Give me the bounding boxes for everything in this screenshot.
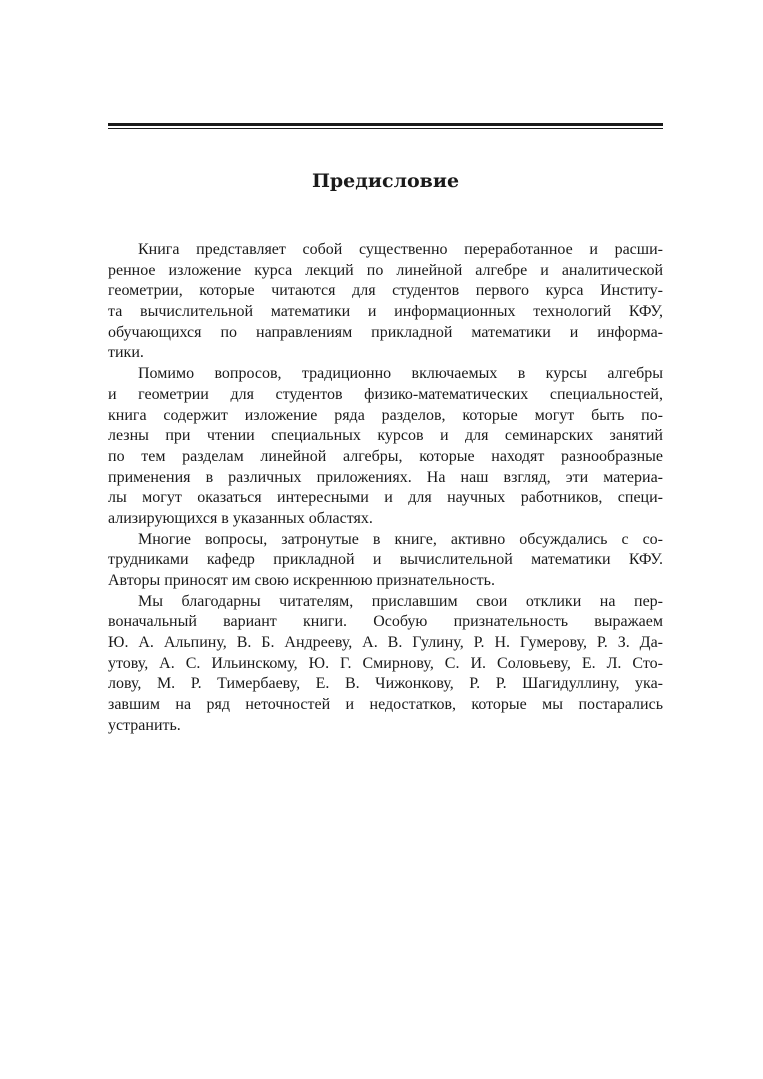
header-rule-thin xyxy=(108,128,663,129)
text-line: трудниками кафедр прикладной и вычислительной математики КФУ. xyxy=(108,551,663,569)
text-line: обучающихся по направлениям прикладной математики и информа- xyxy=(108,323,663,341)
page-title: Предисловие xyxy=(311,170,460,192)
text-line: геометрии, которые читаются для студентов первого курса Институ- xyxy=(108,282,663,300)
text-line: Ю. А. Альпину, В. Б. Андрееву, А. В. Гулину, Р. Н. Гумерову, Р. З. Да- xyxy=(108,634,663,652)
text-line: по тем разделам линейной алгебры, которые находят разнообразные xyxy=(108,447,663,465)
text-line: Помимо вопросов, традиционно включаемых в курсы алгебры xyxy=(138,365,663,383)
text-line: ализирующихся в указанных областях. xyxy=(108,509,373,527)
paragraph xyxy=(108,530,663,592)
text-line: лы могут оказаться интересными и для научных работников, специ- xyxy=(108,489,663,507)
text-line: Мы благодарны читателям, приславшим свои отклики на пер- xyxy=(138,592,663,610)
preface-body xyxy=(108,240,663,737)
paragraph xyxy=(108,364,663,530)
paragraph xyxy=(108,592,663,737)
text-line: утову, А. С. Ильинскому, Ю. Г. Смирнову, С. И. Соловьеву, Е. Л. Сто- xyxy=(108,654,663,672)
text-line: завшим на ряд неточностей и недостатков, которые мы постарались xyxy=(108,696,663,714)
paragraph xyxy=(108,240,663,364)
text-line: устранить. xyxy=(108,716,181,734)
text-line: та вычислительной математики и информационных технологий КФУ, xyxy=(108,303,663,321)
text-line: применения в различных приложениях. На наш взгляд, эти материа- xyxy=(108,468,663,486)
text-line: тики. xyxy=(108,344,144,362)
text-line: Авторы приносят им свою искреннюю признательность. xyxy=(108,572,495,589)
text-line: и геометрии для студентов физико-математических специальностей, xyxy=(108,385,663,403)
header-rule-thick xyxy=(108,123,663,126)
text-line: ренное изложение курса лекций по линейной алгебре и аналитической xyxy=(108,261,663,279)
text-line: лову, М. Р. Тимербаеву, Е. В. Чижонкову, Р. Р. Шагидуллину, ука- xyxy=(108,675,663,693)
text-line: Многие вопросы, затронутые в книге, активно обсуждались с со- xyxy=(138,530,663,548)
text-line: лезны при чтении специальных курсов и для семинарских занятий xyxy=(108,427,663,445)
text-line: книга содержит изложение ряда разделов, которые могут быть по- xyxy=(108,406,663,424)
text-line: Книга представляет собой существенно переработанное и расши- xyxy=(138,241,663,258)
text-line: воначальный вариант книги. Особую признательность выражаем xyxy=(108,613,663,631)
